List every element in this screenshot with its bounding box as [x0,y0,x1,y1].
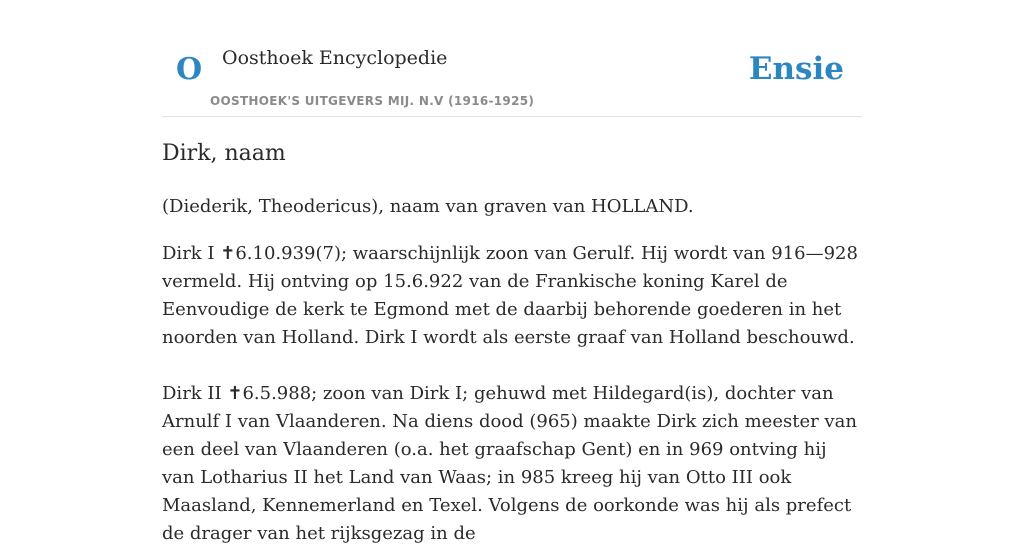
article-paragraph-dirk-i: Dirk I ✝6.10.939(7); waarschijnlijk zoon van Gerulf. Hij wordt van 916—928 vermeld. Hij ontving op 15.6.922 van de Frankische koning Karel de Eenvoudige de kerk te Egmond met de daarbij behorende goederen in het noorden van Holland. Dirk I wordt als eerste graaf van Holland beschouwd. [162,243,858,348]
site-title[interactable]: Oosthoek Encyclopedie [222,47,448,69]
article [162,138,862,548]
article-paragraph-dirk-ii: Dirk II ✝6.5.988; zoon van Dirk I; gehuwd met Hildegard(is), dochter van Arnulf I van Vlaanderen. Na diens dood (965) maakte Dirk zich meester van een deel van Vlaanderen (o.a. het graafschap Gent) en in 969 ontving hij van Lotharius II het Land van Waas; in 985 kreeg hij van Otto III ook Maasland, Kennemerland en Texel. Volgens de oorkonde was hij als prefect de drager van het rijksgezag in de [162,383,857,544]
publisher-label: OOSTHOEK'S UITGEVERS MIJ. N.V (1916-1925) [210,94,535,108]
article-title: Dirk, naam [162,141,286,166]
oosthoek-logo[interactable]: O [176,52,203,87]
ensie-logo[interactable]: Ensie [748,51,844,87]
site-header [162,0,862,117]
article-intro: (Diederik, Theodericus), naam van graven van HOLLAND. [162,196,694,217]
